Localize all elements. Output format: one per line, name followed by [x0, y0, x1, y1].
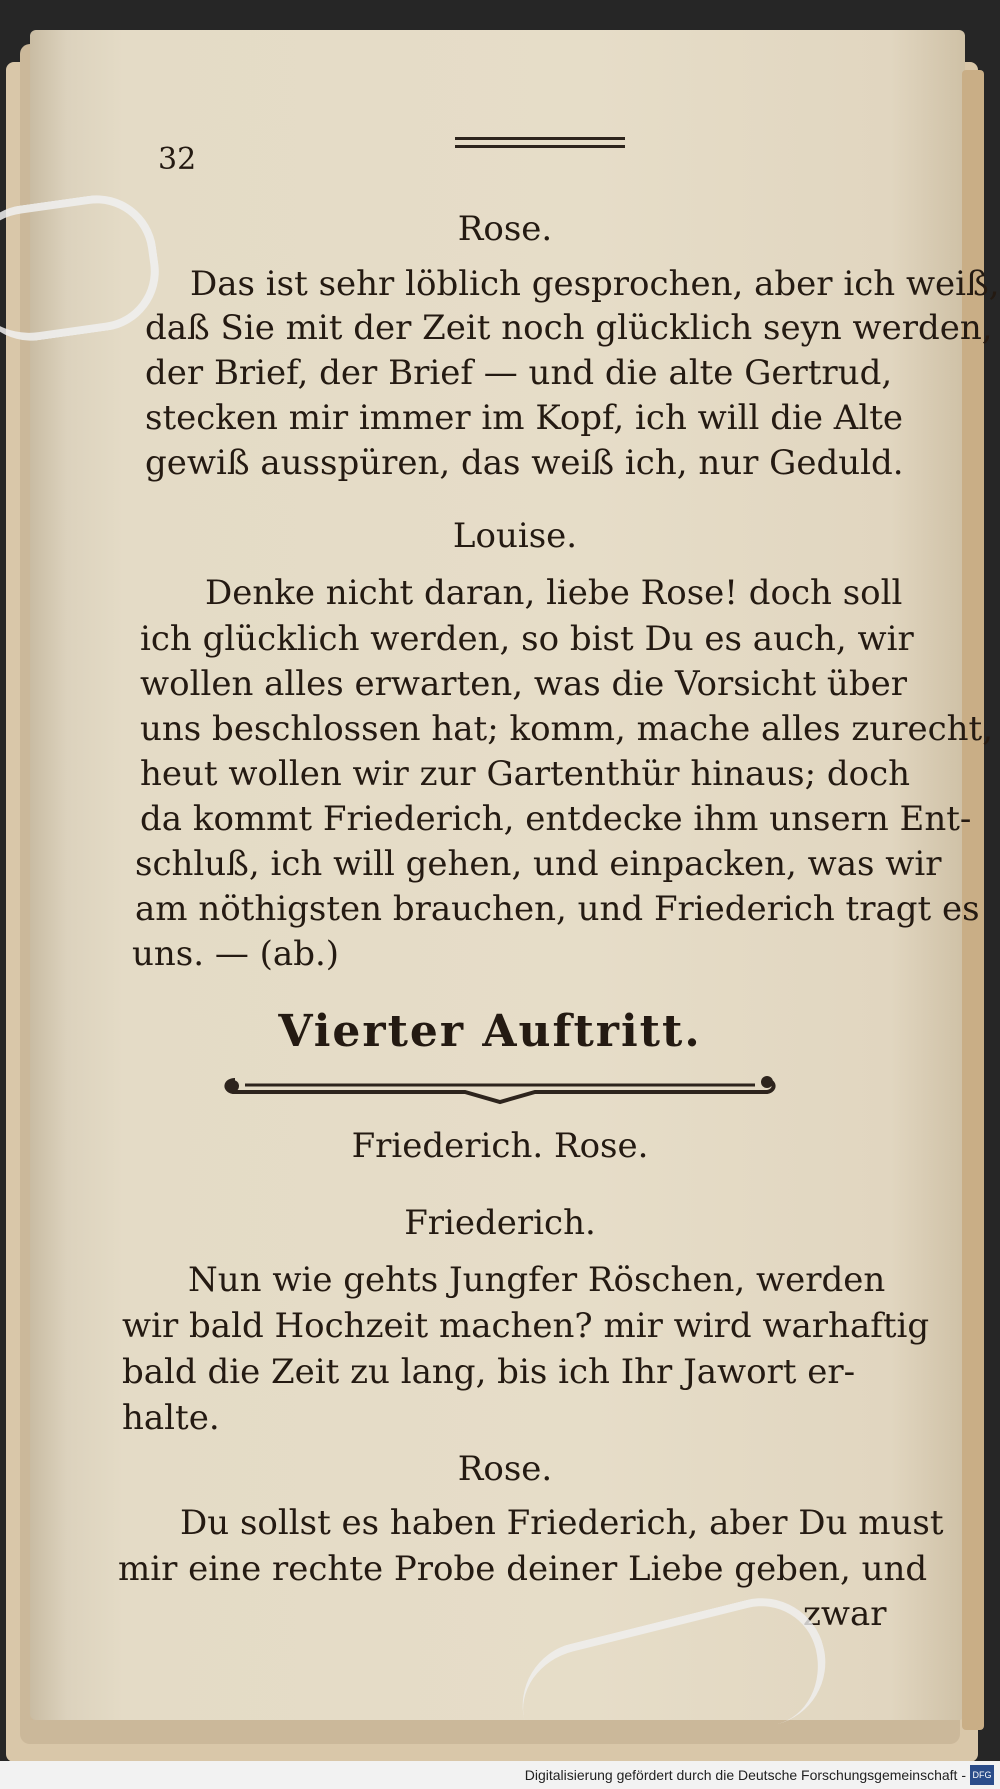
text-line: Nun wie gehts Jungfer Röschen, werden	[188, 1260, 886, 1300]
speaker-name: Friederich.	[404, 1203, 596, 1243]
text-line: bald die Zeit zu lang, bis ich Ihr Jawort er-	[122, 1352, 856, 1392]
text-line: wollen alles erwarten, was die Vorsicht über	[140, 664, 907, 704]
text-line: Das ist sehr löblich gesprochen, aber ich weiß,	[190, 264, 1000, 304]
text-line: Du sollst es haben Friederich, aber Du must	[180, 1503, 944, 1543]
speaker-name: Rose.	[457, 209, 553, 249]
text-line: halte.	[122, 1398, 220, 1438]
header-rule	[455, 137, 625, 140]
text-line: stecken mir immer im Kopf, ich will die Alte	[145, 398, 903, 438]
scene-title: Vierter Auftritt.	[278, 1006, 702, 1057]
text-line: schluß, ich will gehen, und einpacken, was wir	[135, 844, 942, 884]
text-line: da kommt Friederich, entdecke ihm unsern Ent-	[140, 799, 972, 839]
text-line: daß Sie mit der Zeit noch glücklich seyn werden,	[145, 308, 993, 348]
speaker-name: Rose.	[457, 1449, 553, 1489]
text-line: uns. — (ab.)	[132, 934, 340, 974]
text-line: wir bald Hochzeit machen? mir wird warhaftig	[122, 1306, 930, 1346]
speaker-name: Louise.	[452, 516, 578, 556]
text-line: am nöthigsten brauchen, und Friederich tragt es	[135, 889, 980, 929]
dfg-logo: DFG	[970, 1765, 994, 1785]
catchword: zwar	[803, 1594, 887, 1634]
text-line: uns beschlossen hat; komm, mache alles zurecht,	[140, 709, 994, 749]
scene-persons: Friederich. Rose.	[351, 1126, 649, 1166]
text-line: heut wollen wir zur Gartenthür hinaus; doch	[140, 754, 911, 794]
ornament-rule	[215, 1058, 785, 1110]
page-number: 32	[158, 142, 197, 177]
text-line: Denke nicht daran, liebe Rose! doch soll	[205, 573, 903, 613]
text-line: der Brief, der Brief — und die alte Gertrud,	[145, 353, 893, 393]
text-line: ich glücklich werden, so bist Du es auch, wir	[140, 619, 914, 659]
text-line: mir eine rechte Probe deiner Liebe geben, und	[118, 1549, 928, 1589]
text-line: gewiß ausspüren, das weiß ich, nur Geduld.	[145, 443, 904, 483]
digitization-credit: Digitalisierung gefördert durch die Deutsche Forschungsgemeinschaft -	[0, 1761, 1000, 1789]
